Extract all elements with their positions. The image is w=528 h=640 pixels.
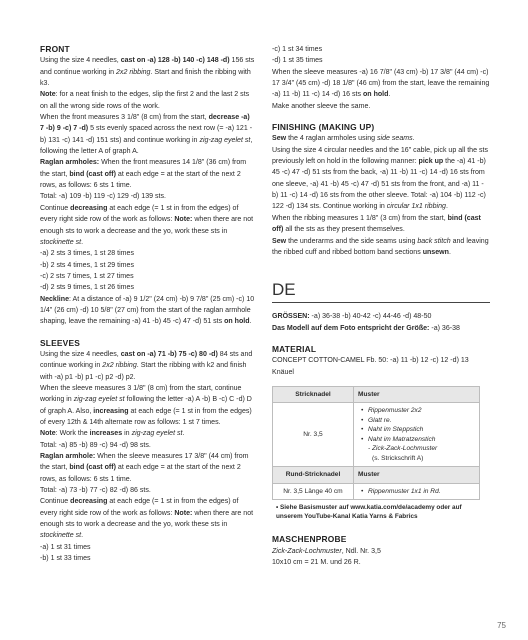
- paragraph: When the sleeve measures 3 1/8" (8 cm) from the start, continue working in zig-zag eyelet st following the letter -a) A -b) B -c) C -d) D of graph A. Also, increasing at each edge (= 1 st in from the edges) of every 12th & 14th alternate row as follows: 1 st 7 times.: [40, 384, 252, 426]
- sleeves-heading: SLEEVES: [40, 337, 81, 348]
- pattern-item: (s. Strickschrift A): [372, 454, 424, 462]
- sleeves-continued: [272, 44, 490, 112]
- maschenprobe-pattern: Zick-Zack-Lochmuster, Ndl. Nr. 3,5: [272, 547, 381, 555]
- paragraph: Sew the underarms and the side seams using back stitch and leaving the ribbed cuff and ribbed bottom band sections unsewn.: [272, 237, 489, 256]
- paragraph: -d) 1 st 35 times: [272, 57, 323, 65]
- finishing-heading: FINISHING (MAKING UP): [272, 122, 375, 133]
- table-pattern-list-2: [354, 483, 480, 500]
- finishing-body: [272, 133, 490, 258]
- pattern-item: • Naht im Steppstich: [368, 425, 475, 435]
- paragraph: When the ribbing measures 1 1/8" (3 cm) from the start, bind (cast off) all the sts as they present themselves.: [272, 214, 481, 234]
- table-circular-needle-size: Nr. 3,5 Länge 40 cm: [273, 483, 354, 500]
- table-needle-size: Nr. 3,5: [273, 403, 354, 467]
- maschenprobe-heading: MASCHENPROBE: [272, 534, 347, 545]
- paragraph: Total: -a) 85 -b) 89 -c) 94 -d) 98 sts.: [40, 441, 151, 449]
- paragraph: Raglan armhole: When the sleeve measures 17 3/8" (44 cm) from the start, bind (cast off) at each edge = at the start of the next 2 rows, as follows: 6 sts 1 time.: [40, 453, 249, 483]
- right-column: [272, 44, 490, 568]
- table-header-needle: Stricknadel: [273, 386, 354, 403]
- paragraph: -b) 2 sts 4 times, 1 st 29 times: [40, 261, 134, 269]
- paragraph: -c) 1 st 34 times: [272, 46, 323, 53]
- modell-size: Das Modell auf dem Foto entspricht der Größe: -a) 36-38: [272, 324, 460, 332]
- pattern-item: • Glatt re.: [368, 416, 475, 426]
- de-section-title: DE: [272, 280, 296, 300]
- pattern-item: - Zick-Zack-Lochmuster: [368, 445, 438, 453]
- maschenprobe-gauge: 10x10 cm = 21 M. und 26 R.: [272, 559, 361, 567]
- paragraph: Continue decreasing at each edge (= 1 st in from the edges) of every right side row of the work as follows: Note: when there are not enough sts to work a decrease and the yo, work these sts in stockinette st.: [40, 204, 254, 246]
- pattern-item: • Rippenmuster 2x2: [368, 406, 475, 416]
- table-pattern-list: [354, 403, 480, 467]
- paragraph: Note: Work the increases in zig-zag eyelet st.: [40, 430, 185, 438]
- front-heading: FRONT: [40, 44, 70, 54]
- paragraph: Total: -a) 109 -b) 119 -c) 129 -d) 139 sts.: [40, 193, 166, 201]
- paragraph: -c) 2 sts 7 times, 1 st 27 times: [40, 272, 134, 280]
- paragraph: Neckline: At a distance of -a) 9 1/2" (24 cm) -b) 9 7/8" (25 cm) -c) 10 1/4" (26 cm) -d) 10 5/8" (27 cm) from the start of the raglan armhole shaping, leave the remaining -a) 41 -b) 45 -c) 47 -d) 51 sts on hold.: [40, 295, 255, 326]
- page-number: 75: [497, 621, 506, 630]
- paragraph: Using the size 4 circular needles and the 16" cable, pick up all the sts previously left on hold in the following manner: pick up the -a) 41 -b) 45 -c) 47 -d) 51 sts from the back, -a) 11 -b) 11 -c) 14 -d) 16 sts from one sleeve, -a) 41 -b) 45 -c) 47 -d) 51 sts from the front, and -a) 11 -b) 11 -c) 14 -d) 16 sts from the other sleeve. Total: -a) 104 -b) 112 -c) 122 -d) 134 sts. Continue working in circular 1x1 ribbing.: [272, 146, 488, 211]
- paragraph: -a) 1 st 31 times: [40, 543, 91, 551]
- paragraph: -a) 2 sts 3 times, 1 st 28 times: [40, 250, 134, 258]
- table-pattern-header-2: Muster: [354, 467, 480, 484]
- paragraph: Note: for a neat finish to the edges, slip the first 2 and the last 2 sts on all the wrong side rows of the work.: [40, 91, 250, 110]
- paragraph: When the front measures 3 1/8" (8 cm) from the start, decrease -a) 7 -b) 9 -c) 7 -d) 5 sts evenly spaced across the next row (= -a) 121 -b) 131 -c) 141 -d) 151 sts) and continue working in zig-zag eyelet st, following the letter A of graph A.: [40, 114, 253, 156]
- material-heading: MATERIAL: [272, 343, 317, 354]
- paragraph: -b) 1 st 33 times: [40, 555, 91, 563]
- paragraph: -d) 2 sts 9 times, 1 st 26 times: [40, 284, 134, 292]
- academy-note: • Siehe Basismuster auf www.katia.com/de/academy oder auf unserem YouTube-Kanal Katia Yarns & Fabrics: [276, 504, 462, 521]
- table-circular-needle-header: Rund-Stricknadel: [273, 467, 354, 484]
- sleeves-body: [40, 349, 255, 565]
- de-divider: [272, 302, 490, 303]
- pattern-item: • Rippenmuster 1x1 in Rd.: [368, 487, 475, 497]
- front-body: [40, 55, 255, 327]
- paragraph: Make another sleeve the same.: [272, 102, 371, 110]
- material-text: CONCEPT COTTON-CAMEL Fb. 50: -a) 11 -b) 12 -c) 12 -d) 13 Knäuel: [272, 357, 469, 376]
- paragraph: Using the size 4 needles, cast on -a) 71 -b) 75 -c) 80 -d) 84 sts and continue working in 2x2 ribbing. Start the ribbing with k2 and finish with -a) p1 -b) p1 -c) p2 -d) p2.: [40, 350, 253, 381]
- pattern-item: • Naht im Matratzenstich: [368, 435, 475, 445]
- left-column: [40, 44, 255, 564]
- paragraph: Continue decreasing at each edge (= 1 st in from the edges) of every right side row of the work as follows: Note: when there are not enough sts to work a decrease and the yo, work these sts in stockinette st.: [40, 498, 254, 540]
- paragraph: Raglan armholes: When the front measures 14 1/8" (36 cm) from the start, bind (cast off) at each edge = at the start of the next 2 rows, as follows: 6 sts 1 time.: [40, 159, 247, 190]
- paragraph: Sew the 4 raglan armholes using side seams.: [272, 135, 415, 143]
- paragraph: Total: -a) 73 -b) 77 -c) 82 -d) 86 sts.: [40, 487, 151, 495]
- table-header-pattern: Muster: [354, 386, 480, 403]
- paragraph: Using the size 4 needles, cast on -a) 128 -b) 140 -c) 148 -d) 156 sts and continue working in 2x2 ribbing. Start and finish the ribbing with k3.: [40, 57, 255, 88]
- needle-table: [272, 386, 480, 501]
- paragraph: When the sleeve measures -a) 16 7/8" (43 cm) -b) 17 3/8" (44 cm) -c) 17 3/4" (45 cm) -d) 18 1/8" (46 cm) from the start, leave the remaining -a) 11 -b) 11 -c) 14 -d) 16 sts on hold.: [272, 68, 490, 99]
- groessen: GRÖSSEN: -a) 36-38 -b) 40-42 -c) 44-46 -d) 48-50: [272, 313, 432, 321]
